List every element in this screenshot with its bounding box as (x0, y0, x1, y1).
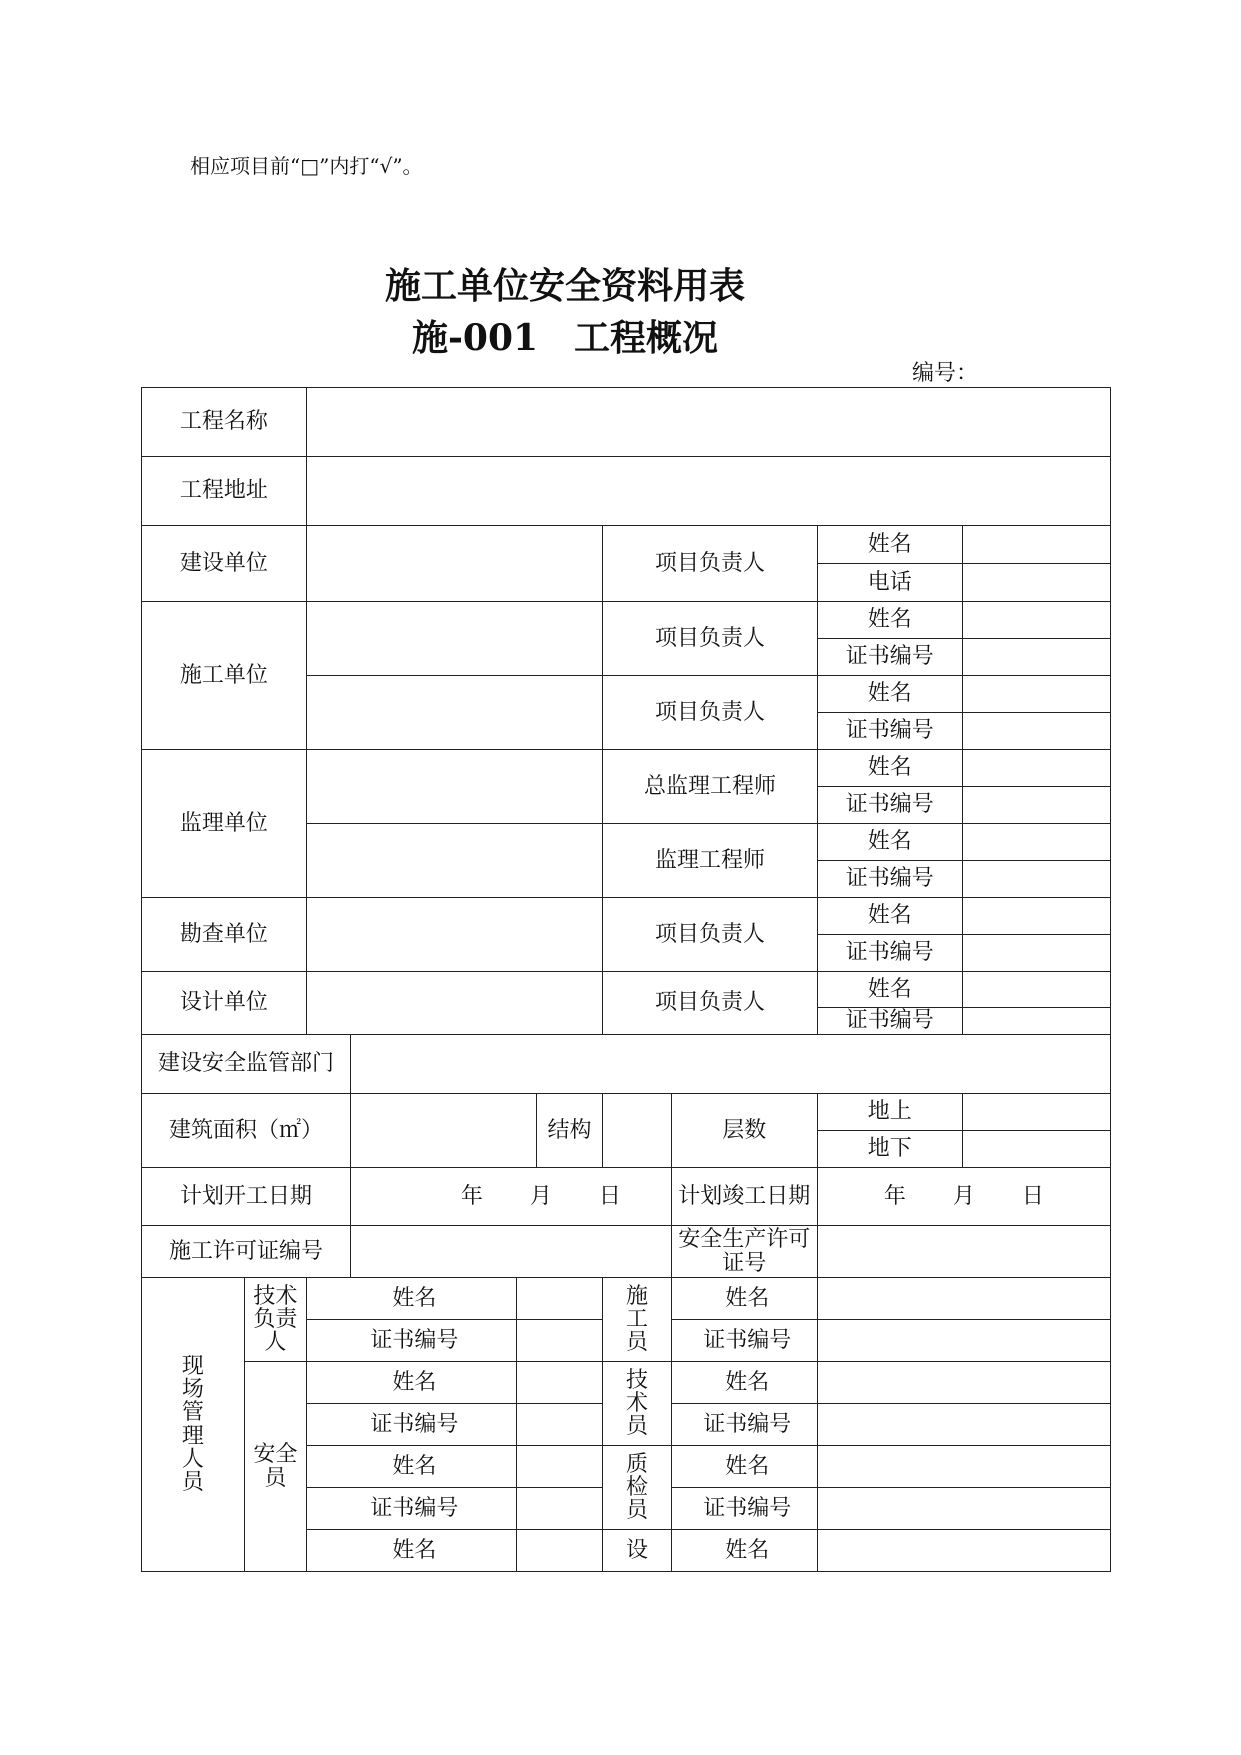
quality-inspector-label: 质检员 (603, 1446, 672, 1530)
supervisor-field-1[interactable] (306, 750, 602, 824)
tech-lead-name-label: 姓名 (306, 1278, 516, 1320)
client-manager-phone-field[interactable] (962, 564, 1110, 602)
survey-manager-name-label: 姓名 (817, 898, 962, 935)
safety-officer-3-name-field[interactable] (516, 1530, 602, 1572)
construction-client-field[interactable] (306, 526, 602, 602)
end-month-label: 月 (952, 1183, 975, 1209)
tech-lead-name-field[interactable] (516, 1278, 602, 1320)
supervising-engineer-cert-field[interactable] (962, 861, 1110, 898)
structure-label: 结构 (536, 1094, 602, 1168)
end-day-label: 日 (1021, 1183, 1044, 1209)
tech-lead-label: 技术负责人 (244, 1278, 306, 1362)
builder-cert-label: 证书编号 (671, 1320, 817, 1362)
area-field[interactable] (351, 1094, 537, 1168)
survey-unit-field[interactable] (306, 898, 602, 972)
end-year-label: 年 (883, 1183, 906, 1209)
chief-supervisor-cert-label: 证书编号 (817, 787, 962, 824)
design-manager-name-field[interactable] (962, 972, 1110, 1008)
supervising-engineer-name-field[interactable] (962, 824, 1110, 861)
plan-end-label: 计划竣工日期 (671, 1168, 817, 1226)
supervising-engineer-label: 监理工程师 (603, 824, 818, 898)
quality-inspector-name-label: 姓名 (671, 1446, 817, 1488)
above-ground-field[interactable] (962, 1094, 1110, 1131)
project-overview-table (141, 387, 1111, 1572)
plan-start-date[interactable] (351, 1168, 672, 1226)
client-manager-name-label: 姓名 (817, 526, 962, 564)
plan-start-label: 计划开工日期 (142, 1168, 351, 1226)
above-ground-label: 地上 (817, 1094, 962, 1131)
construction-permit-label: 施工许可证编号 (142, 1226, 351, 1278)
floors-label: 层数 (671, 1094, 817, 1168)
equipment-name-field[interactable] (817, 1530, 1110, 1572)
design-manager-cert-label: 证书编号 (817, 1008, 962, 1035)
survey-manager-label: 项目负责人 (603, 898, 818, 972)
contractor-manager-1-cert-field[interactable] (962, 639, 1110, 676)
chief-supervisor-cert-field[interactable] (962, 787, 1110, 824)
contractor-manager-1-name-label: 姓名 (817, 602, 962, 639)
project-name-field[interactable] (306, 388, 1110, 457)
form-title: 施工单位安全资料用表 (384, 265, 745, 307)
safety-officer-label: 安全员 (244, 1362, 306, 1572)
safety-permit-label: 安全生产许可证号 (671, 1226, 817, 1278)
contractor-manager-2-cert-field[interactable] (962, 713, 1110, 750)
design-manager-name-label: 姓名 (817, 972, 962, 1008)
design-unit-field[interactable] (306, 972, 602, 1035)
survey-manager-cert-field[interactable] (962, 935, 1110, 972)
project-address-field[interactable] (306, 457, 1110, 526)
safety-officer-2-name-field[interactable] (516, 1446, 602, 1488)
start-day-label: 日 (598, 1183, 621, 1209)
below-ground-field[interactable] (962, 1131, 1110, 1168)
client-manager-phone-label: 电话 (817, 564, 962, 602)
tech-lead-cert-field[interactable] (516, 1320, 602, 1362)
contractor-manager-2-cert-label: 证书编号 (817, 713, 962, 750)
contractor-manager-1-cert-label: 证书编号 (817, 639, 962, 676)
structure-field[interactable] (603, 1094, 672, 1168)
builder-cert-field[interactable] (817, 1320, 1110, 1362)
plan-end-date[interactable] (817, 1168, 1110, 1226)
safety-dept-field[interactable] (351, 1035, 1111, 1094)
design-manager-cert-field[interactable] (962, 1008, 1110, 1035)
safety-dept-label: 建设安全监管部门 (142, 1035, 351, 1094)
start-year-label: 年 (460, 1183, 483, 1209)
construction-client-label: 建设单位 (142, 526, 307, 602)
contractor-manager-2-name-label: 姓名 (817, 676, 962, 713)
supervisor-label: 监理单位 (142, 750, 307, 898)
safety-officer-2-cert-field[interactable] (516, 1488, 602, 1530)
quality-inspector-cert-field[interactable] (817, 1488, 1110, 1530)
technician-cert-field[interactable] (817, 1404, 1110, 1446)
survey-manager-name-field[interactable] (962, 898, 1110, 935)
project-name-label: 工程名称 (142, 388, 307, 457)
chief-supervisor-name-label: 姓名 (817, 750, 962, 787)
contractor-field-2[interactable] (306, 676, 602, 750)
builder-label: 施工员 (603, 1278, 672, 1362)
start-month-label: 月 (529, 1183, 552, 1209)
project-address-label: 工程地址 (142, 457, 307, 526)
technician-cert-label: 证书编号 (671, 1404, 817, 1446)
design-manager-label: 项目负责人 (603, 972, 818, 1035)
site-staff-label: 现场管理人员 (142, 1278, 245, 1572)
supervising-engineer-cert-label: 证书编号 (817, 861, 962, 898)
contractor-label: 施工单位 (142, 602, 307, 750)
below-ground-label: 地下 (817, 1131, 962, 1168)
safety-officer-2-name-label: 姓名 (306, 1446, 516, 1488)
contractor-manager-1-label: 项目负责人 (603, 602, 818, 676)
technician-name-label: 姓名 (671, 1362, 817, 1404)
safety-officer-3-name-label: 姓名 (306, 1530, 516, 1572)
supervisor-field-2[interactable] (306, 824, 602, 898)
quality-inspector-name-field[interactable] (817, 1446, 1110, 1488)
contractor-manager-2-name-field[interactable] (962, 676, 1110, 713)
technician-label: 技术员 (603, 1362, 672, 1446)
safety-officer-1-cert-label: 证书编号 (306, 1404, 516, 1446)
supervising-engineer-name-label: 姓名 (817, 824, 962, 861)
construction-permit-field[interactable] (351, 1226, 672, 1278)
client-manager-label: 项目负责人 (603, 526, 818, 602)
technician-name-field[interactable] (817, 1362, 1110, 1404)
chief-supervisor-name-field[interactable] (962, 750, 1110, 787)
quality-inspector-cert-label: 证书编号 (671, 1488, 817, 1530)
serial-number-label: 编号： (912, 361, 979, 386)
survey-unit-label: 勘查单位 (142, 898, 307, 972)
form-subtitle: 施-001 工程概况 (411, 317, 719, 359)
builder-name-field[interactable] (817, 1278, 1110, 1320)
tech-lead-cert-label: 证书编号 (306, 1320, 516, 1362)
equipment-name-label: 姓名 (671, 1530, 817, 1572)
safety-officer-1-name-label: 姓名 (306, 1362, 516, 1404)
instruction-note: 相应项目前“□”内打“√”。 (190, 154, 423, 178)
builder-name-label: 姓名 (671, 1278, 817, 1320)
chief-supervisor-label: 总监理工程师 (603, 750, 818, 824)
safety-officer-1-cert-field[interactable] (516, 1404, 602, 1446)
equipment-label: 设 (603, 1530, 672, 1572)
contractor-manager-1-name-field[interactable] (962, 602, 1110, 639)
safety-permit-field[interactable] (817, 1226, 1110, 1278)
design-unit-label: 设计单位 (142, 972, 307, 1035)
contractor-manager-2-label: 项目负责人 (603, 676, 818, 750)
contractor-field-1[interactable] (306, 602, 602, 676)
survey-manager-cert-label: 证书编号 (817, 935, 962, 972)
safety-officer-2-cert-label: 证书编号 (306, 1488, 516, 1530)
safety-officer-1-name-field[interactable] (516, 1362, 602, 1404)
area-label: 建筑面积（㎡） (142, 1094, 351, 1168)
client-manager-name-field[interactable] (962, 526, 1110, 564)
